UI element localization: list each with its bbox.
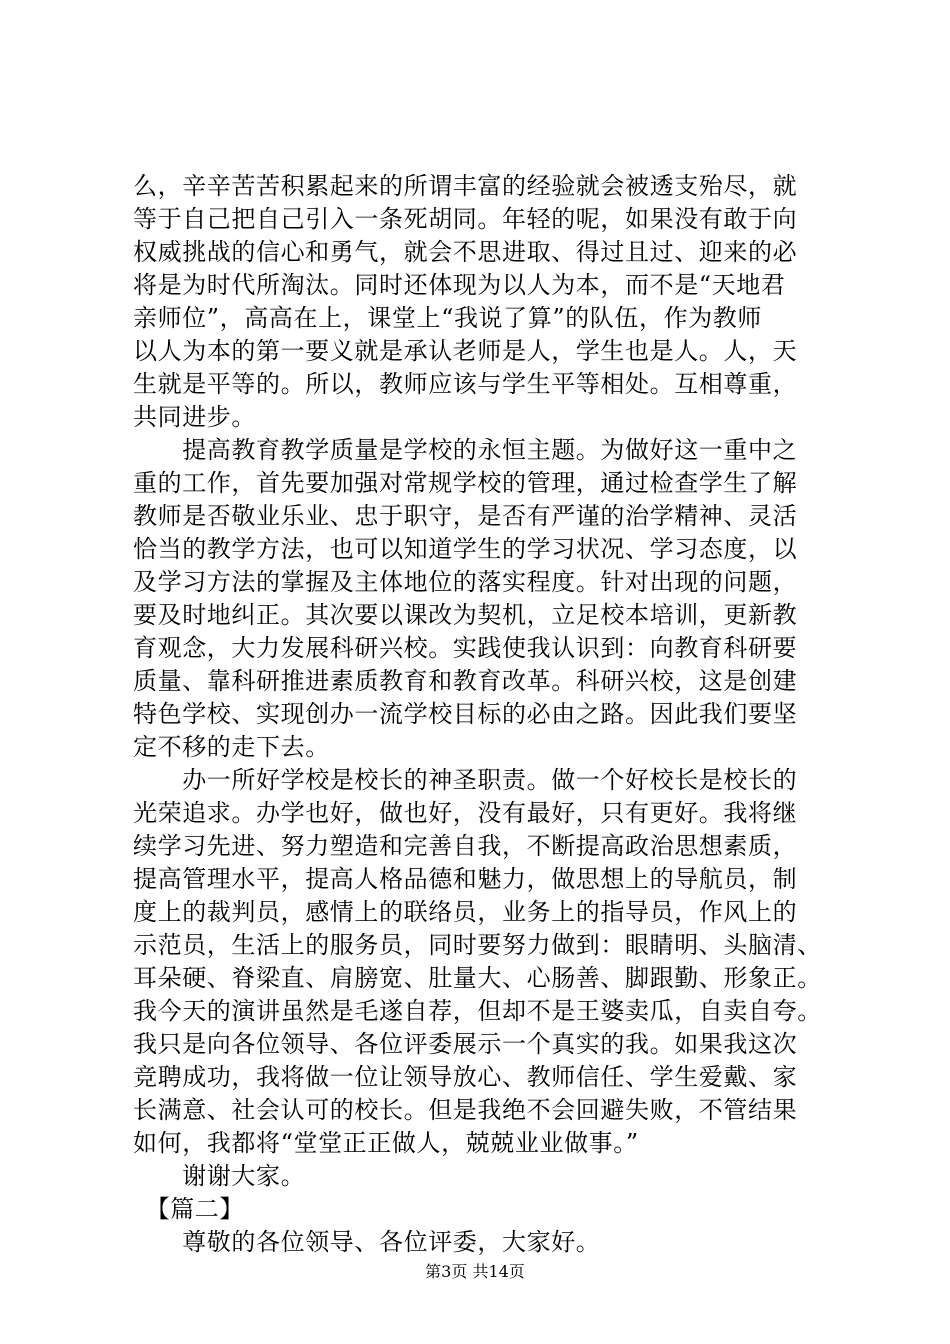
- body-line: 教师是否敬业乐业、忠于职守，是否有严谨的治学精神、灵活: [133, 502, 798, 530]
- body-line: 谢谢大家。: [133, 1162, 306, 1190]
- body-line: 特色学校、实现创办一流学校目标的必由之路。因此我们要坚: [133, 700, 798, 728]
- body-line: 我今天的演讲虽然是毛遂自荐，但却不是王婆卖瓜，自卖自夸。: [133, 997, 822, 1025]
- body-line: 么，辛辛苦苦积累起来的所谓丰富的经验就会被透支殆尽，就: [133, 172, 798, 200]
- section-heading: 【篇二】: [133, 1195, 244, 1223]
- body-line: 续学习先进、努力塑造和完善自我，不断提高政治思想素质，: [133, 832, 798, 860]
- body-line: 要及时地纠正。其次要以课改为契机，立足校本培训，更新教: [133, 601, 798, 629]
- body-line: 等于自己把自己引入一条死胡同。年轻的呢，如果没有敢于向: [133, 205, 798, 233]
- body-line: 重的工作，首先要加强对常规学校的管理，通过检查学生了解: [133, 469, 798, 497]
- body-line: 权威挑战的信心和勇气，就会不思进取、得过且过、迎来的必: [133, 238, 798, 266]
- body-line: 育观念，大力发展科研兴校。实践使我认识到：向教育科研要: [133, 634, 798, 662]
- body-line: 提高管理水平，提高人格品德和魅力，做思想上的导航员，制: [133, 865, 798, 893]
- body-line: 如何，我都将“堂堂正正做人，兢兢业业做事。”: [133, 1129, 639, 1157]
- body-line: 示范员，生活上的服务员，同时要努力做到：眼睛明、头脑清、: [133, 931, 822, 959]
- body-line: 亲师位”，高高在上，课堂上“我说了算”的队伍，作为教师: [133, 304, 763, 332]
- body-line: 提高教育教学质量是学校的永恒主题。为做好这一重中之: [133, 436, 798, 464]
- body-line: 将是为时代所淘汰。同时还体现为以人为本，而不是“天地君: [133, 271, 786, 299]
- body-line: 共同进步。: [133, 403, 256, 431]
- body-line: 光荣追求。办学也好，做也好，没有最好，只有更好。我将继: [133, 799, 798, 827]
- body-line: 长满意、社会认可的校长。但是我绝不会回避失败，不管结果: [133, 1096, 798, 1124]
- body-line: 质量、靠科研推进素质教育和教育改革。科研兴校，这是创建: [133, 667, 798, 695]
- body-line: 恰当的教学方法，也可以知道学生的学习状况、学习态度，以: [133, 535, 798, 563]
- body-line: 定不移的走下去。: [133, 733, 330, 761]
- body-line: 生就是平等的。所以，教师应该与学生平等相处。互相尊重，: [133, 370, 798, 398]
- body-line: 竞聘成功，我将做一位让领导放心、教师信任、学生爱戴、家: [133, 1063, 798, 1091]
- body-line: 以人为本的第一要义就是承认老师是人，学生也是人。人，天: [133, 337, 798, 365]
- body-line: 耳朵硬、脊梁直、肩膀宽、肚量大、心肠善、脚跟勤、形象正。: [133, 964, 822, 992]
- body-line: 度上的裁判员，感情上的联络员，业务上的指导员，作风上的: [133, 898, 798, 926]
- body-line: 我只是向各位领导、各位评委展示一个真实的我。如果我这次: [133, 1030, 798, 1058]
- page-number-footer: 第3页 共14页: [425, 1262, 525, 1281]
- body-line: 办一所好学校是校长的神圣职责。做一个好校长是校长的: [133, 766, 798, 794]
- body-line: 尊敬的各位领导、各位评委，大家好。: [133, 1228, 601, 1256]
- body-line: 及学习方法的掌握及主体地位的落实程度。针对出现的问题，: [133, 568, 798, 596]
